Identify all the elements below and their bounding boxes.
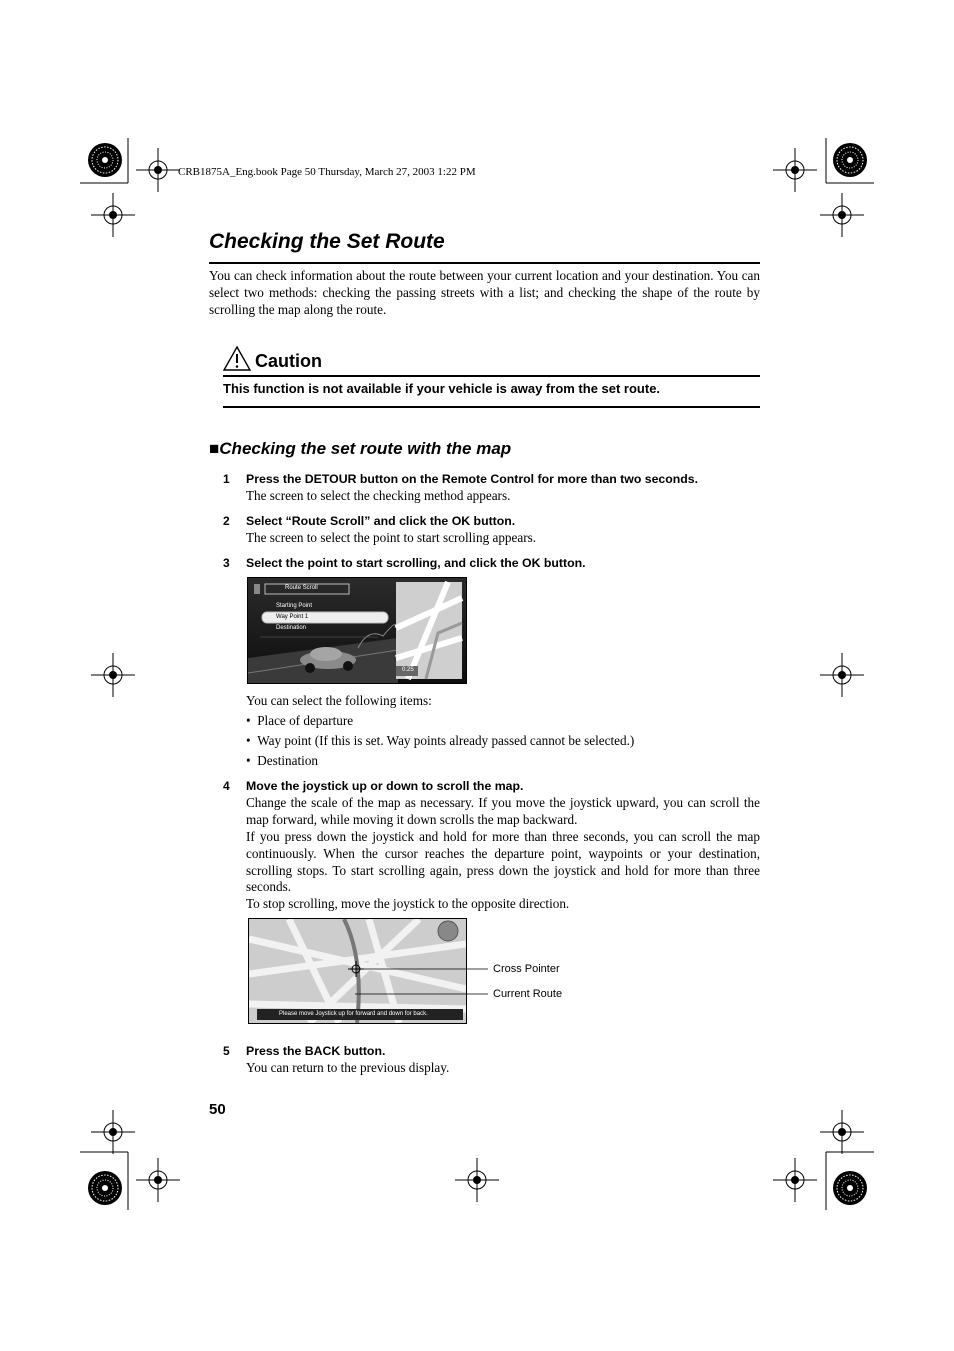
list-item: • Place of departure [246, 713, 354, 728]
step-heading: Select “Route Scroll” and click the OK button. [246, 514, 516, 528]
page-title: Checking the Set Route [209, 230, 445, 253]
caution-text: This function is not available if your vehicle is away from the set route. [223, 381, 661, 396]
intro-paragraph: You can check information about the route between your current location and your destination. You can select two methods: checking the passing streets with a list; and checking the shape of the route by scrolling the map along the route. [209, 268, 760, 317]
step-body: The screen to select the point to start scrolling appears. [246, 530, 537, 545]
list-item: • Way point (If this is set. Way points already passed cannot be selected.) [246, 733, 635, 748]
step-number: 1 [223, 472, 230, 486]
caution-rule-bottom [223, 406, 760, 408]
section-heading [209, 439, 511, 459]
step-paragraph: To stop scrolling, move the joystick to the opposite direction. [246, 896, 570, 911]
map-scale: 0.25 [402, 667, 414, 673]
step-paragraph: If you press down the joystick and hold for more than three seconds, you can scroll the map continuously. When the cursor reaches the departure point, waypoints or your destination, scrolling stops. To start scrolling again, press down the joystick and hold for more than three seconds. [246, 829, 760, 895]
list-item: • Destination [246, 753, 319, 768]
page-number: 50 [209, 1101, 226, 1118]
step-number: 5 [223, 1044, 230, 1058]
step-heading: Move the joystick up or down to scroll the map. [246, 779, 524, 793]
menu-item-way-point: Way Point 1 [276, 614, 309, 620]
map-message: Please move Joystick up for forward and down for back. [279, 1011, 428, 1017]
list-item-text: Way point (If this is set. Way points already passed cannot be selected.) [257, 733, 635, 748]
step-heading: Select the point to start scrolling, and click the OK button. [246, 556, 586, 570]
caution-rule-top [223, 375, 760, 377]
menu-title: Route Scroll [285, 585, 318, 591]
callout-cross-pointer: Cross Pointer [493, 963, 560, 975]
callout-current-route: Current Route [493, 988, 563, 1000]
section-heading-text: Checking the set route with the map [219, 439, 512, 458]
step-paragraph: Change the scale of the map as necessary. If you move the joystick upward, you can scroll the map forward, while moving it down scrolls the map backward. [246, 795, 760, 827]
route-scroll-screenshot [247, 577, 467, 684]
step-body: You can select the following items: [246, 693, 432, 708]
step-heading: Press the BACK button. [246, 1044, 386, 1058]
file-info-header: CRB1875A_Eng.book Page 50 Thursday, March 27, 2003 1:22 PM [178, 166, 476, 178]
list-item-text: Place of departure [257, 713, 354, 728]
step-body: The screen to select the checking method appears. [246, 488, 511, 503]
list-item-text: Destination [257, 753, 319, 768]
step-number: 4 [223, 779, 230, 793]
callout-lines [350, 960, 490, 1005]
menu-item-destination: Destination [276, 625, 307, 631]
step-body: You can return to the previous display. [246, 1060, 450, 1075]
section-marker: ■ [209, 439, 220, 458]
step-heading: Press the DETOUR button on the Remote Control for more than two seconds. [246, 472, 699, 486]
title-rule [209, 262, 760, 264]
warning-icon [222, 345, 252, 372]
menu-item-starting-point: Starting Point [276, 603, 313, 609]
step-number: 3 [223, 556, 230, 570]
caution-heading: Caution [255, 351, 322, 371]
step-number: 2 [223, 514, 230, 528]
